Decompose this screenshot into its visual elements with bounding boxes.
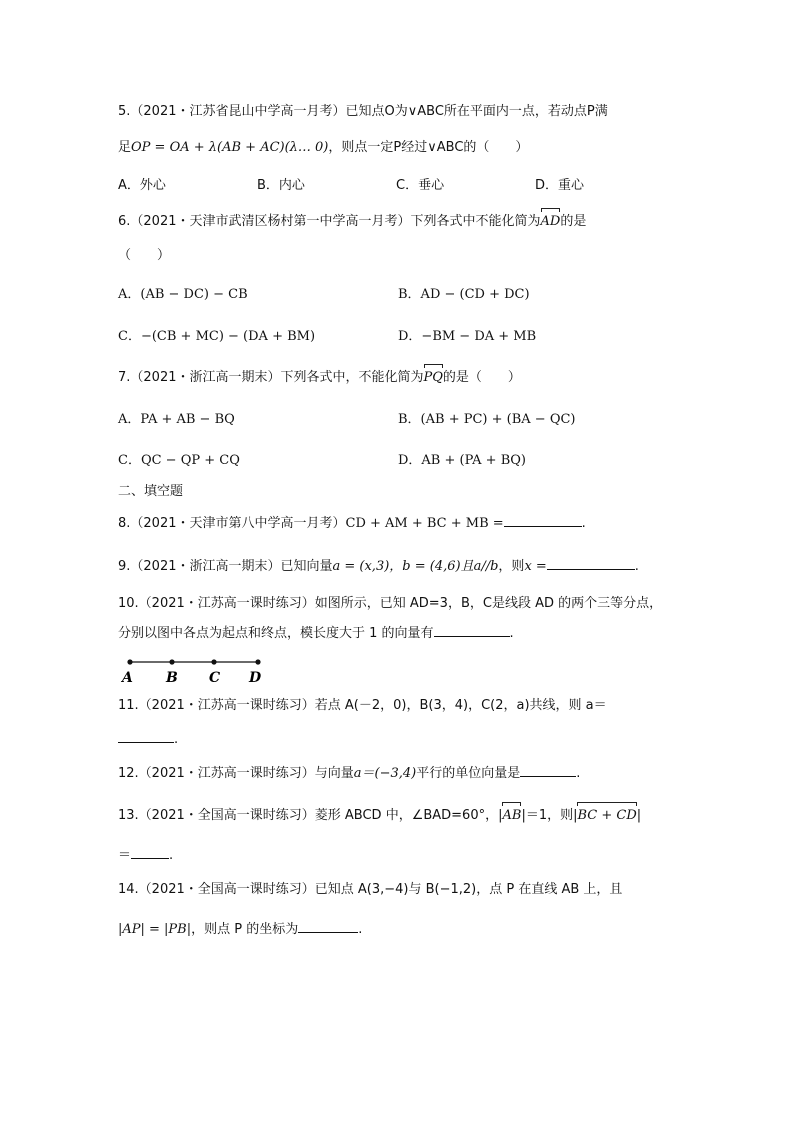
q14-suffix: ，则点 P 的坐标为 [191,922,299,937]
q6-line1 [118,212,586,232]
q9-line [118,555,639,577]
q14-line1: 14.（2021・全国高一课时练习）已知点 A(3,−4)与 B(−1,2)，点 P 在直线 AB 上，且 [118,882,623,897]
q14-end: . [358,922,363,937]
q12-answer-blank [520,762,576,777]
q6-line2: （ ） [118,248,171,263]
q7-option-d: D．AB + (PA + BQ) [398,453,526,468]
q6-text: 6.（2021・天津市武清区杨村第一中学高一月考）下列各式中不能化简为 [118,214,541,229]
q14-expression: |AP| = |PB| [118,922,192,937]
q5-option-b: B．内心 [257,178,305,193]
point-d [255,659,260,664]
q11-line1: 11.（2021・江苏高一课时练习）若点 A(－2，0)，B(3，4)，C(2，a)共线，则 a＝ [118,698,607,713]
q7-option-a: A．PA + AB − BQ [118,412,235,427]
q8-end: . [581,516,586,531]
q5-option-d: D．重心 [535,178,585,193]
q10-text: 分别以图中各点为起点和终点，模长度大于 1 的向量有 [118,626,434,641]
q10-line1: 10.（2021・江苏高一课时练习）如图所示，已知 AD=3，B，C是线段 AD 的两个三等分点， [118,596,663,611]
q9-answer-blank [547,555,635,570]
q13-end: . [169,848,174,863]
label-c: C [209,670,221,686]
q7-option-c: C．QC − QP + CQ [118,453,240,468]
q5-expression: OP = OA + λ(AB + AC)(λ… 0) [131,140,329,155]
label-b: B [166,670,178,686]
q11-end: . [174,732,179,747]
segment-diagram [118,652,268,688]
q6-option-c: C．−(CB + MC) − (DA + BM) [118,329,316,344]
q5-line2 [118,138,528,158]
q9-text: 9.（2021・浙江高一期末）已知向量 [118,559,333,574]
q8-expression: CD + AM + BC + MB = [345,516,504,531]
q13-equals: ＝ [118,848,132,863]
q12-text: 12.（2021・江苏高一课时练习）与向量 [118,766,354,781]
q12-expression: a＝(−3,4) [353,766,417,781]
q5-option-a: A．外心 [118,178,166,193]
q6-suffix: 的是 [560,214,587,229]
q10-end: . [509,626,514,641]
q5-line1: 5.（2021・江苏省昆山中学高一月考）已知点O为∨ABC所在平面内一点，若动点P满 [118,104,608,119]
q8-line [118,512,586,534]
q12-line [118,762,580,784]
point-b [169,659,174,664]
label-d: D [249,670,262,686]
q8-text: 8.（2021・天津市第八中学高一月考） [118,516,346,531]
q7-option-b: B．(AB + PC) + (BA − QC) [398,412,576,427]
q7-suffix: 的是（ ） [442,370,521,385]
point-c [211,659,216,664]
q5-prefix: 足 [118,140,132,155]
q6-option-d: D．−BM − DA + MB [398,329,537,344]
point-a [127,659,132,664]
q12-end: . [576,766,581,781]
q14-line2 [118,918,362,940]
q11-answer-blank [118,728,174,743]
q11-line2 [118,728,178,750]
q9-mid: ，则 [498,559,525,574]
label-a: A [122,670,133,686]
q9-expression: a = (x,3)，b = (4,6)且a//b [332,559,499,574]
q7-text: 7.（2021・浙江高一期末）下列各式中，不能化简为 [118,370,424,385]
q14-answer-blank [298,918,358,933]
q13-text: 13.（2021・全国高一课时练习）菱形 ABCD 中，∠BAD=60°，| [118,808,503,823]
q12-suffix: 平行的单位向量是 [416,766,521,781]
q13-line2 [118,844,173,866]
q13-mid: |＝1，则| [521,808,578,823]
q13-line1 [118,806,641,826]
q13-vector-sum: BC + CD [577,806,636,826]
q5-option-c: C．垂心 [396,178,445,193]
section-heading: 二、填空题 [118,484,184,499]
q8-answer-blank [504,512,582,527]
q13-tail: | [636,808,642,823]
q6-option-a: A．(AB − DC) − CB [118,287,248,302]
q9-var: x = [524,559,547,574]
q6-vector: AD [541,212,561,232]
q13-answer-blank [131,844,169,859]
q7-line1 [118,368,521,388]
q10-answer-blank [434,622,510,637]
q6-option-b: B．AD − (CD + DC) [398,287,530,302]
q7-vector: PQ [424,368,443,388]
q9-end: . [634,559,639,574]
q13-vector-ab: AB [502,806,521,826]
q10-line2 [118,622,514,644]
q5-suffix: ，则点一定P经过∨ABC的（ ） [328,140,529,155]
